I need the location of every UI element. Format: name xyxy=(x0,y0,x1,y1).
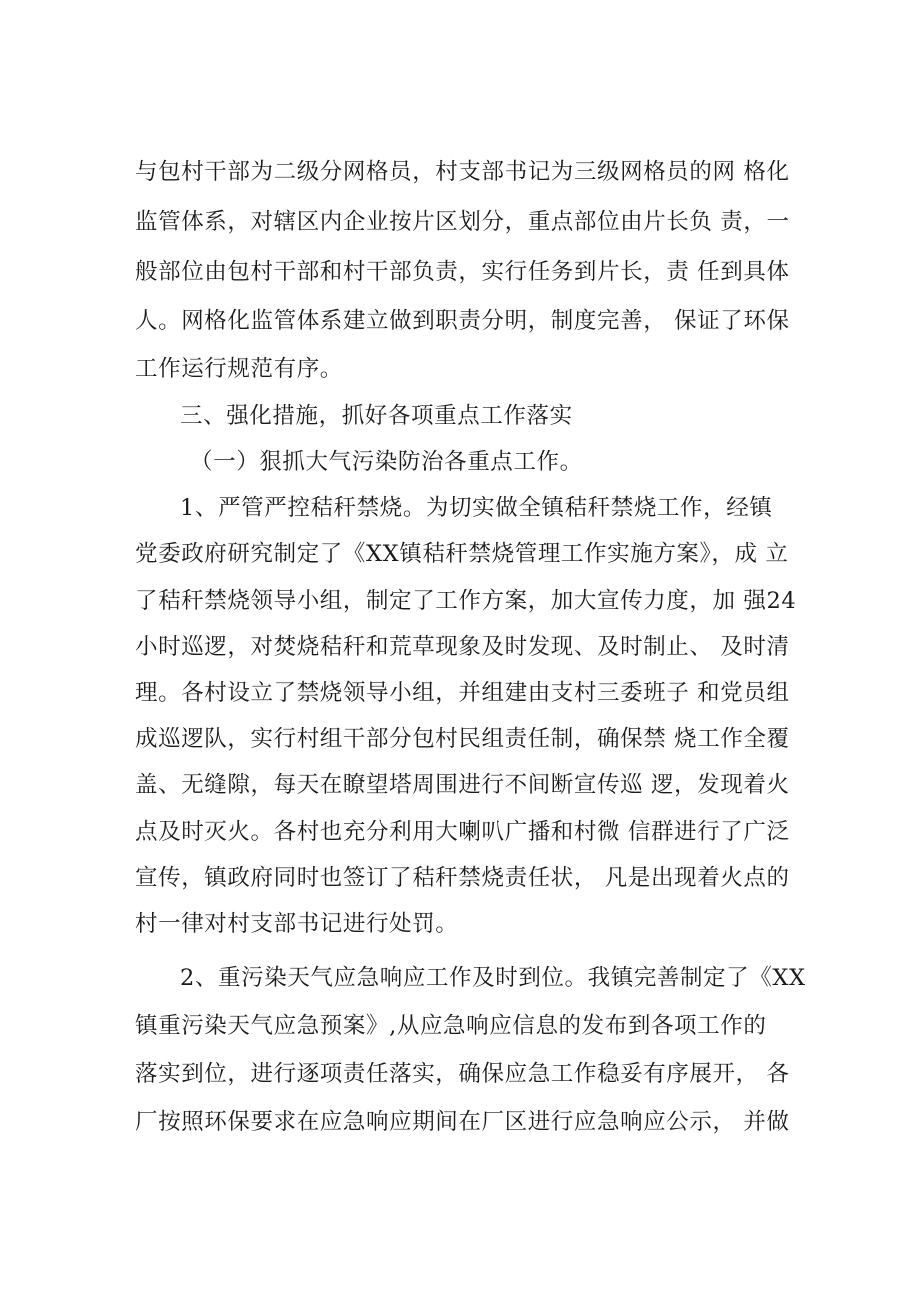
text-line: 党委政府研究制定了《XX镇秸秆禁烧管理工作实施方案》，成 立 xyxy=(135,541,789,567)
text-line: 落实到位，进行逐项责任落实，确保应急工作稳妥有序展开， 各 xyxy=(135,1061,790,1087)
text-line: 监管体系，对辖区内企业按片区划分，重点部位由片长负 责，一 xyxy=(135,209,790,235)
text-line: 了秸秆禁烧领导小组，制定了工作方案，加大宣传力度，加 强24 xyxy=(135,588,797,614)
text-line: 镇重污染天气应急预案》,从应急响应信息的发布到各项工作的 xyxy=(135,1013,767,1039)
section-heading: 三、强化措施，抓好各项重点工作落实 xyxy=(180,403,573,429)
text-line: 人。网格化监管体系建立做到职责分明，制度完善， 保证了环保 xyxy=(135,308,790,334)
text-line: 小时巡逻，对焚烧秸秆和荒草现象及时发现、及时制止、 及时清 xyxy=(135,634,790,660)
subsection-heading: （一）狠抓大气污染防治各重点工作。 xyxy=(190,449,583,475)
text-line: 成巡逻队，实行村组干部分包村民组责任制，确保禁 烧工作全覆 xyxy=(135,726,790,752)
paragraph-start: 2、重污染天气应急响应工作及时到位。我镇完善制定了《XX xyxy=(180,965,806,991)
text-line: 工作运行规范有序。 xyxy=(135,356,343,382)
text-line: 厂按照环保要求在应急响应期间在厂区进行应急响应公示， 并做 xyxy=(135,1109,790,1135)
text-line: 宣传，镇政府同时也签订了秸秆禁烧责任状， 凡是出现着火点的 xyxy=(135,865,790,891)
text-line: 般部位由包村干部和村干部负责，实行任务到片长，责 任到具体 xyxy=(135,259,790,285)
text-line: 盖、无缝隙，每天在瞭望塔周围进行不间断宣传巡 逻，发现着火 xyxy=(135,772,790,798)
text-line: 村一律对村支部书记进行处罚。 xyxy=(135,911,459,937)
paragraph-start: 1、严管严控秸秆禁烧。为切实做全镇秸秆禁烧工作，经镇 xyxy=(180,495,773,521)
text-line: 与包村干部为二级分网格员，村支部书记为三级网格员的网 格化 xyxy=(135,159,790,185)
text-line: 点及时灭火。各村也充分利用大喇叭广播和村微 信群进行了广泛 xyxy=(135,819,790,845)
text-line: 理。各村设立了禁烧领导小组，并组建由支村三委班子 和党员组 xyxy=(135,680,790,706)
